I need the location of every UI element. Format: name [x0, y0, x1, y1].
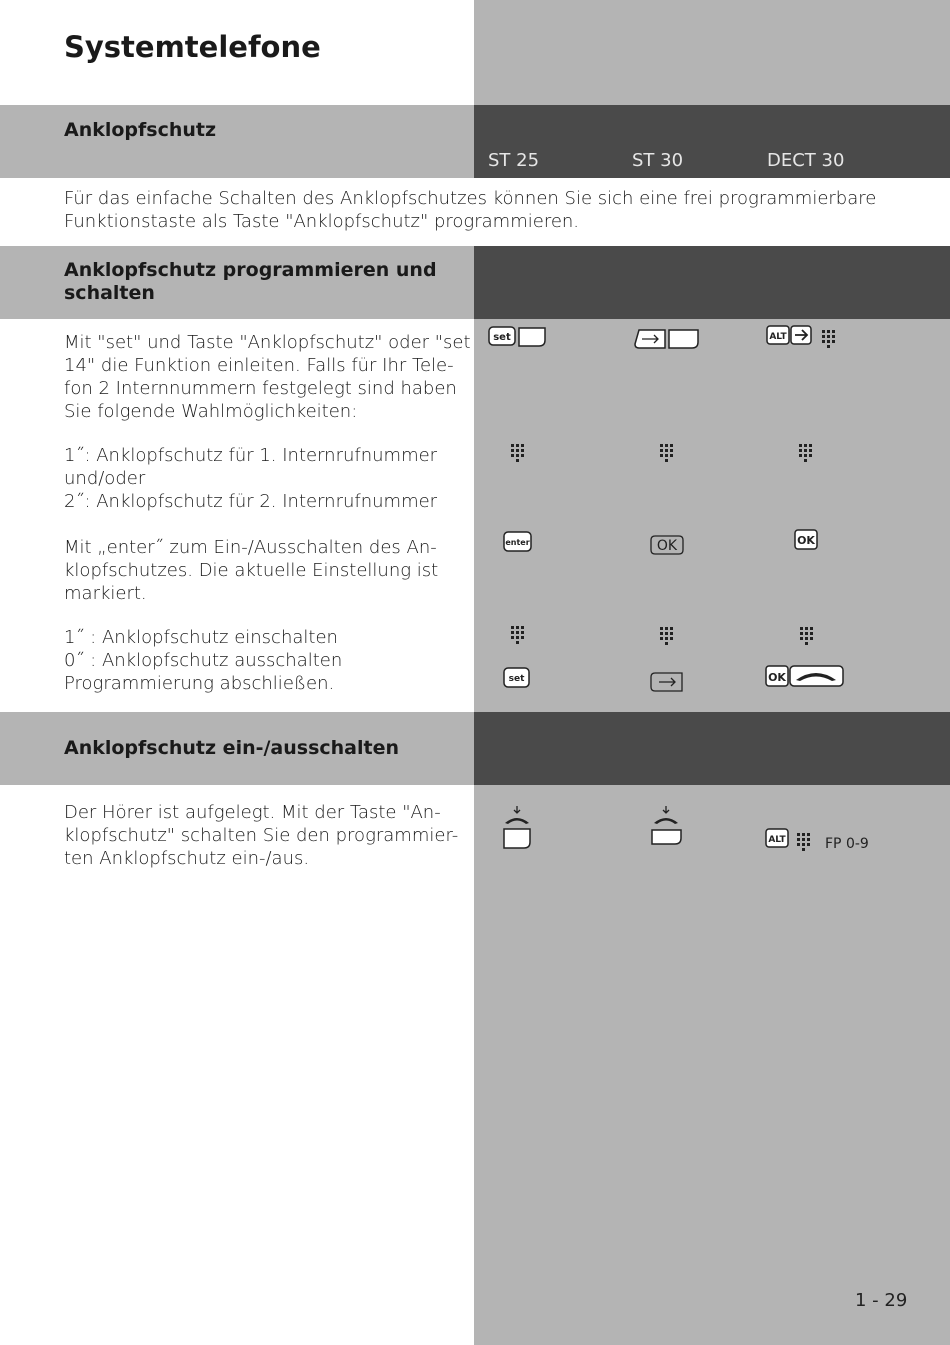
set-key-icon [488, 326, 548, 348]
handset-function-key-icon [650, 804, 684, 846]
arrow-key-icon [650, 671, 684, 693]
svg-text:set: set [508, 674, 525, 684]
section1-columns-band [474, 105, 950, 178]
section2-heading: Anklopfschutz programmieren und schalten [64, 259, 437, 304]
svg-text:enter: enter [505, 538, 530, 547]
handset-function-key-icon [502, 804, 532, 850]
section2-step4-text: 1˝ : Anklopfschutz einschalten 0˝ : Anklopfschutz ausschalten Programmierung abschließen. [64, 627, 343, 694]
page-title: Systemtelefone [64, 30, 321, 64]
column-label-dect30: DECT 30 [767, 150, 845, 171]
set-key-icon [503, 667, 531, 689]
keypad-icon [657, 442, 677, 464]
svg-text:ALT: ALT [768, 835, 786, 845]
ok-key-icon [794, 529, 818, 551]
ok-hangup-icon [765, 664, 847, 690]
alt-arrow-keypad-icon [766, 324, 842, 350]
fp-range-label: FP 0-9 [825, 836, 869, 852]
svg-text:OK: OK [656, 538, 678, 554]
section2-step2-text: 1˝: Anklopfschutz für 1. Internrufnummer und/oder 2˝: Anklopfschutz für 2. Internrufnummer [64, 445, 438, 512]
arrow-function-key-icon [634, 328, 700, 350]
ok-key-icon [650, 534, 684, 556]
section3-heading: Anklopfschutz ein-/ausschalten [64, 737, 400, 759]
section2-step1-text: Mit "set" und Taste "Anklopfschutz" oder "set 14" die Funktion einleiten. Falls für Ihr Tele- fon 2 Internnummern festgelegt sind haben Sie folgende Wahlmöglichkeiten: [64, 332, 471, 422]
keypad-icon [657, 625, 677, 647]
keypad-icon [508, 442, 528, 464]
page-number: 1 - 29 [855, 1290, 908, 1311]
column-label-st30: ST 30 [632, 150, 684, 171]
keypad-icon [797, 625, 817, 647]
section3-step1-text: Der Hörer ist aufgelegt. Mit der Taste "An- klopfschutz" schalten Sie den programmier- ten Anklopfschutz ein-/aus. [64, 802, 459, 869]
svg-text:set: set [493, 332, 511, 343]
section2-columns-band [474, 246, 950, 319]
svg-text:OK: OK [768, 671, 786, 684]
svg-text:OK: OK [797, 534, 815, 547]
enter-key-icon [503, 531, 533, 553]
column-label-st25: ST 25 [488, 150, 540, 171]
section1-heading: Anklopfschutz [64, 119, 217, 141]
section1-intro: Für das einfache Schalten des Anklopfschutzes können Sie sich eine frei programmierbare Funktionstaste als Taste "Anklopfschutz" programmieren. [64, 188, 877, 232]
alt-keypad-icon [765, 827, 821, 853]
section3-columns-band [474, 712, 950, 785]
section2-step3-text: Mit „enter˝ zum Ein-/Ausschalten des An- klopfschutzes. Die aktuelle Einstellung ist markiert. [64, 537, 439, 604]
keypad-icon [508, 624, 528, 646]
keypad-icon [796, 442, 816, 464]
svg-text:ALT: ALT [769, 332, 787, 342]
